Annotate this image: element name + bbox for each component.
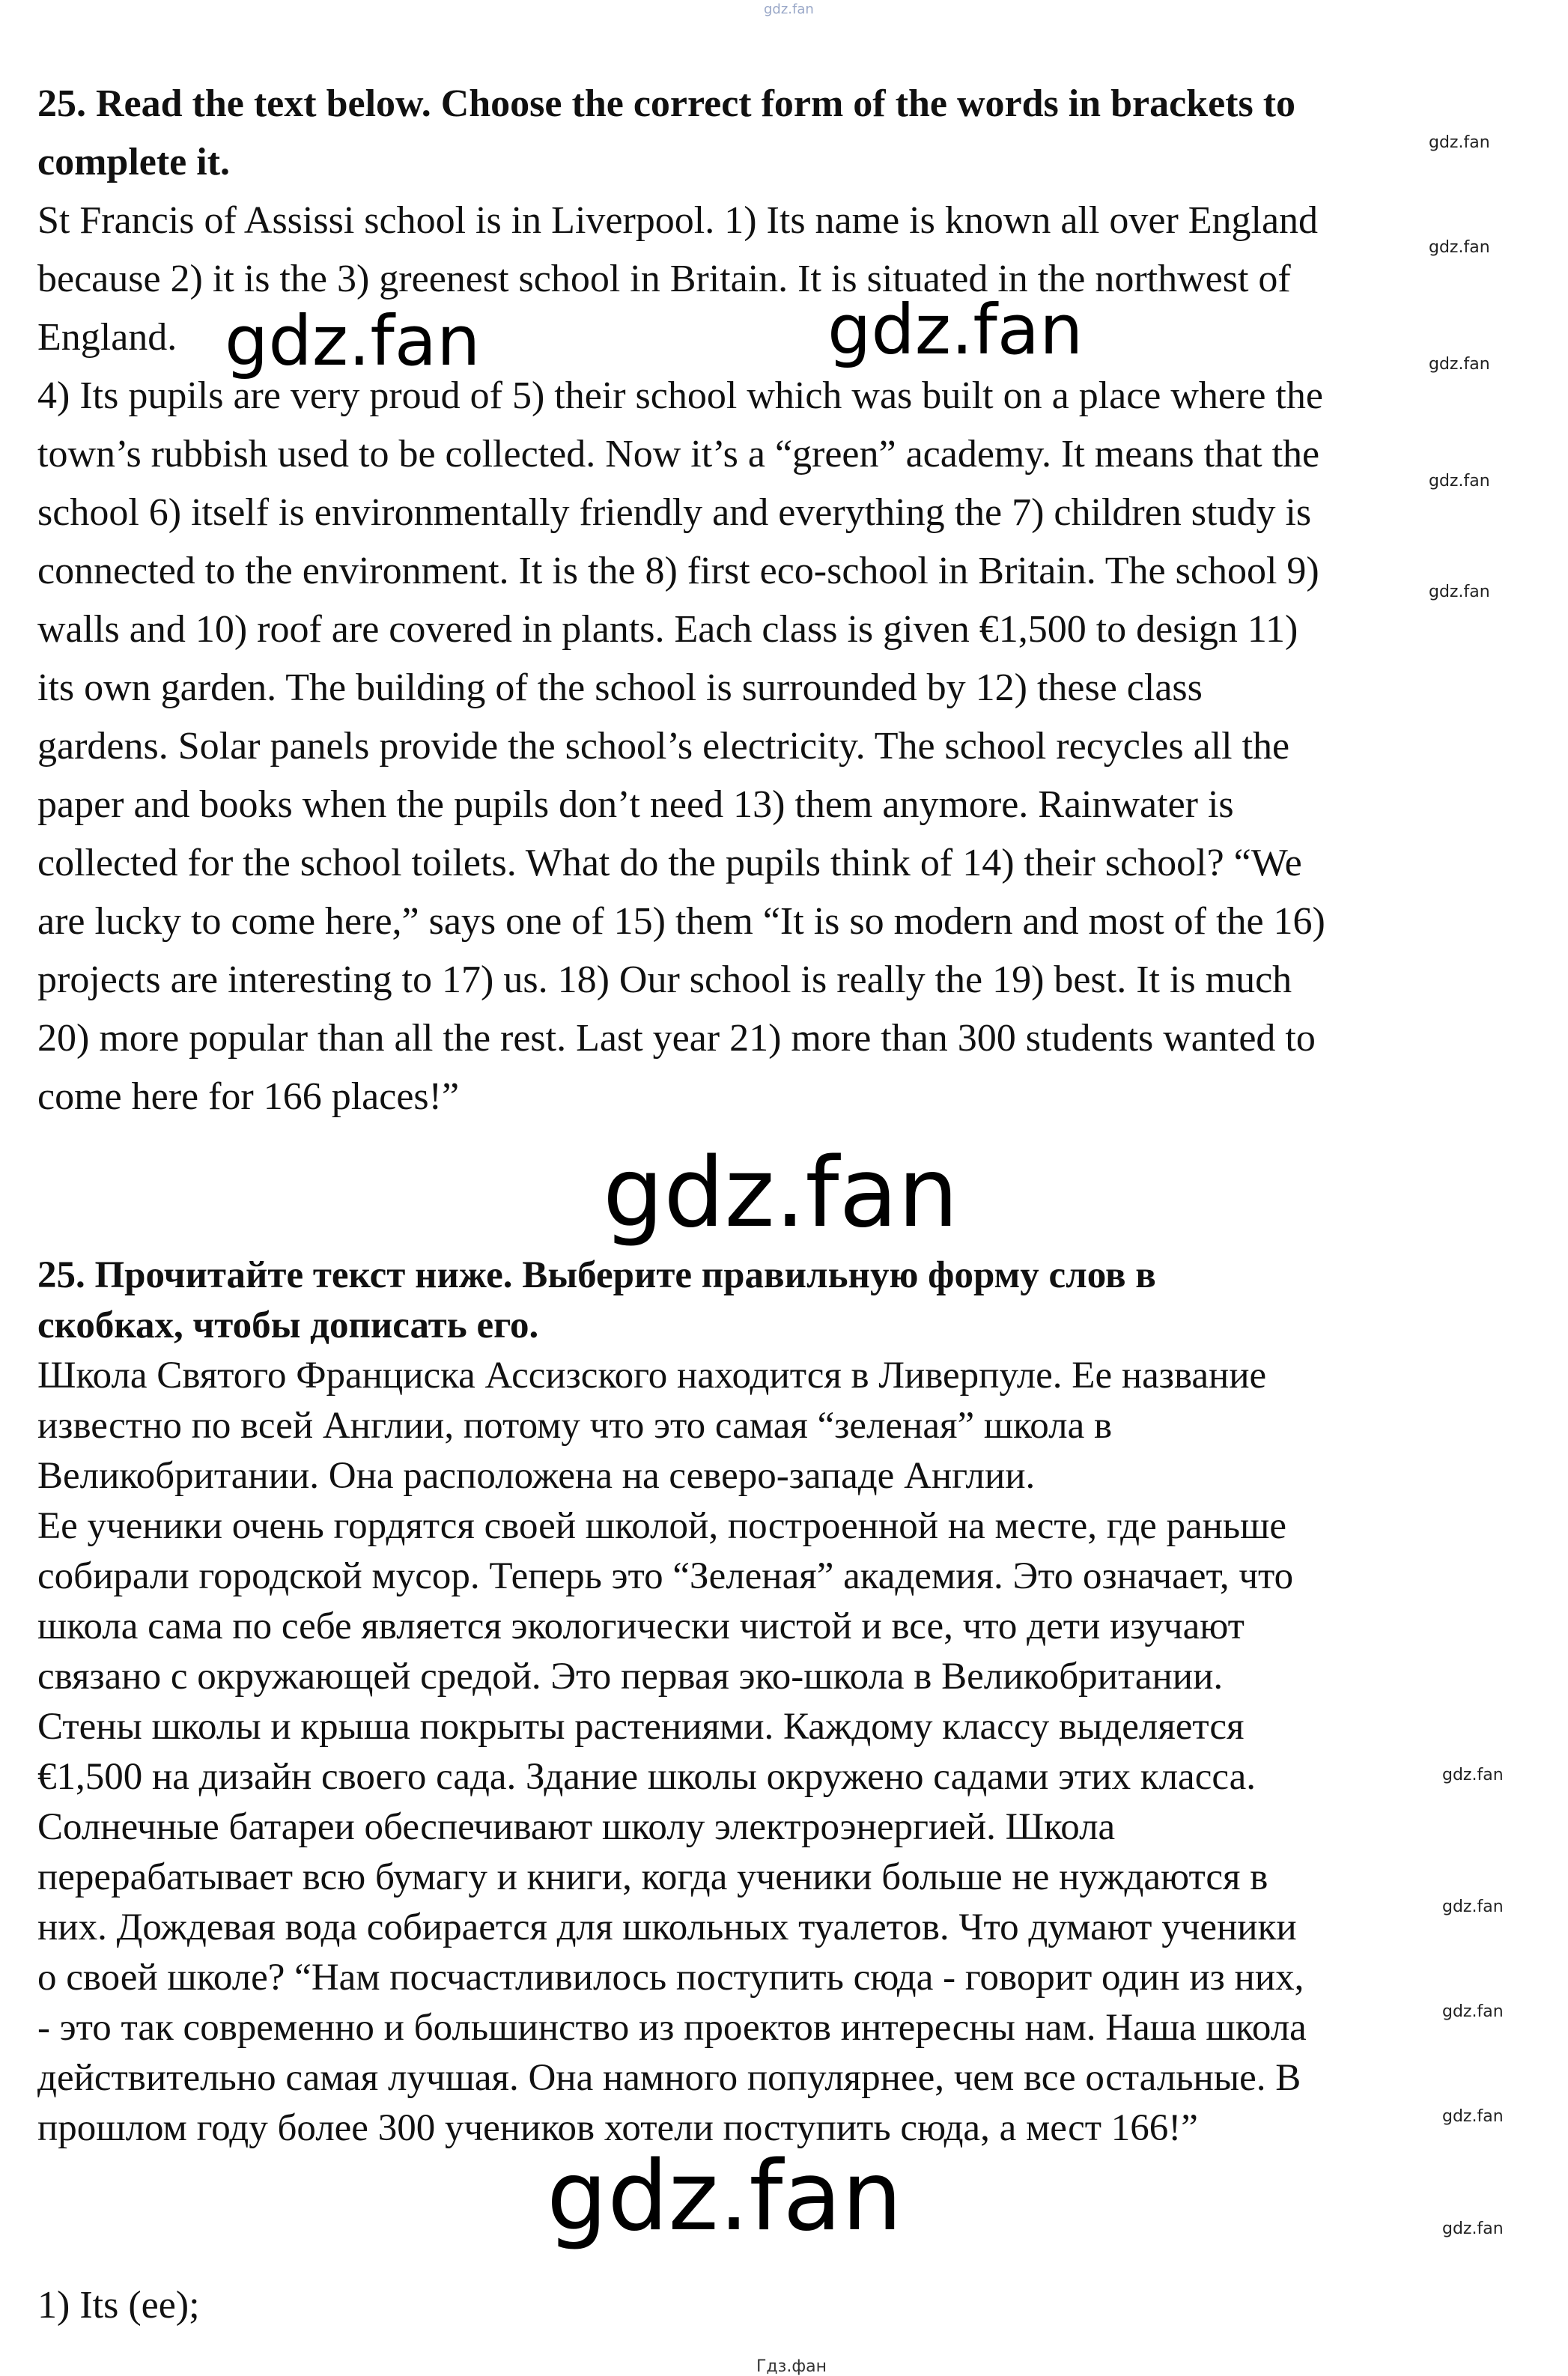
- watermark: gdz.fan: [603, 1137, 958, 1249]
- watermark-small: gdz.fan: [1442, 1898, 1504, 1916]
- watermark-small: gdz.fan: [1429, 238, 1490, 257]
- watermark-small: gdz.fan: [1442, 2002, 1504, 2021]
- english-task-text: St Francis of Assissi school is in Liverpool. 1) Its name is known all over England because 2) it is the 3) greenest school in Britain. It is situated in the northwest of England. 4) Its pupils are very proud of 5) their school which was built on a place where the town’s rubbish used to be collected. Now it’s a “green” academy. It means that the school 6) itself is environmentally friendly and everything the 7) children study is connected to the environment. It is the 8) first eco-school in Britain. The school 9) walls and 10) roof are covered in plants. Each class is given €1,500 to design 11) its own garden. The building of the school is surrounded by 12) these class gardens. Solar panels provide the school’s electricity. The school recycles all the paper and books when the pupils don’t need 13) them anymore. Rainwater is collected for the school toilets. What do the pupils think of 14) their school? “We are lucky to come here,” says one of 15) them “It is so modern and most of the 16) projects are interesting to 17) us. 18) Our school is really the 19) best. It is much 20) more popular than all the rest. Last year 21) more than 300 students wanted to come here for 166 places!”: [37, 199, 1325, 1118]
- russian-task-text: Школа Святого Франциска Ассизского находится в Ливерпуле. Ее название известно по всей Англии, потому что это самая “зеленая” школа в Великобритании. Она расположена на северо-западе Англии. Ее ученики очень гордятся своей школой, построенной на месте, где раньше собирали городской мусор. Теперь это “Зеленая” академия. Это означает, что школа сама по себе является экологически чистой и все, что дети изучают связано с окружающей средой. Это первая эко-школа в Великобритании. Стены школы и крыша покрыты растениями. Каждому классу выделяется €1,500 на дизайн своего сада. Здание школы окружено садами этих класса. Солнечные батареи обеспечивают школу электроэнергией. Школа перерабатывает всю бумагу и книги, когда ученики больше не нуждаются в них. Дождевая вода собирается для школьных туалетов. Что думают ученики о своей школе? “Нам посчастливилось поступить сюда - говорит один из них, - это так современно и большинство из проектов интересны нам. Наша школа действительно самая лучшая. Она намного популярнее, чем все остальные. В прошлом году более 300 учеников хотели поступить сюда, а мест 166!”: [37, 1355, 1307, 2149]
- watermark-small: gdz.fan: [1442, 2219, 1504, 2238]
- watermark-small: gdz.fan: [1442, 1766, 1504, 1784]
- english-task-heading: 25. Read the text below. Choose the correct form of the words in brackets to complete it.: [37, 82, 1296, 183]
- watermark: gdz.fan: [225, 301, 481, 381]
- watermark-small: gdz.fan: [1429, 133, 1490, 152]
- watermark-small: gdz.fan: [1442, 2107, 1504, 2126]
- footer-mark: Гдз.фан: [756, 2357, 827, 2376]
- russian-task-heading: 25. Прочитайте текст ниже. Выберите правильную форму слов в скобках, чтобы дописать его.: [37, 1254, 1156, 1346]
- watermark-small: gdz.fan: [1429, 355, 1490, 374]
- watermark-small: gdz.fan: [1429, 472, 1490, 490]
- top-watermark: gdz.fan: [764, 1, 814, 17]
- watermark: gdz.fan: [547, 2141, 902, 2252]
- watermark: gdz.fan: [827, 290, 1084, 370]
- answer-item: 1) Its (ee);: [37, 2284, 200, 2327]
- watermark-small: gdz.fan: [1429, 583, 1490, 601]
